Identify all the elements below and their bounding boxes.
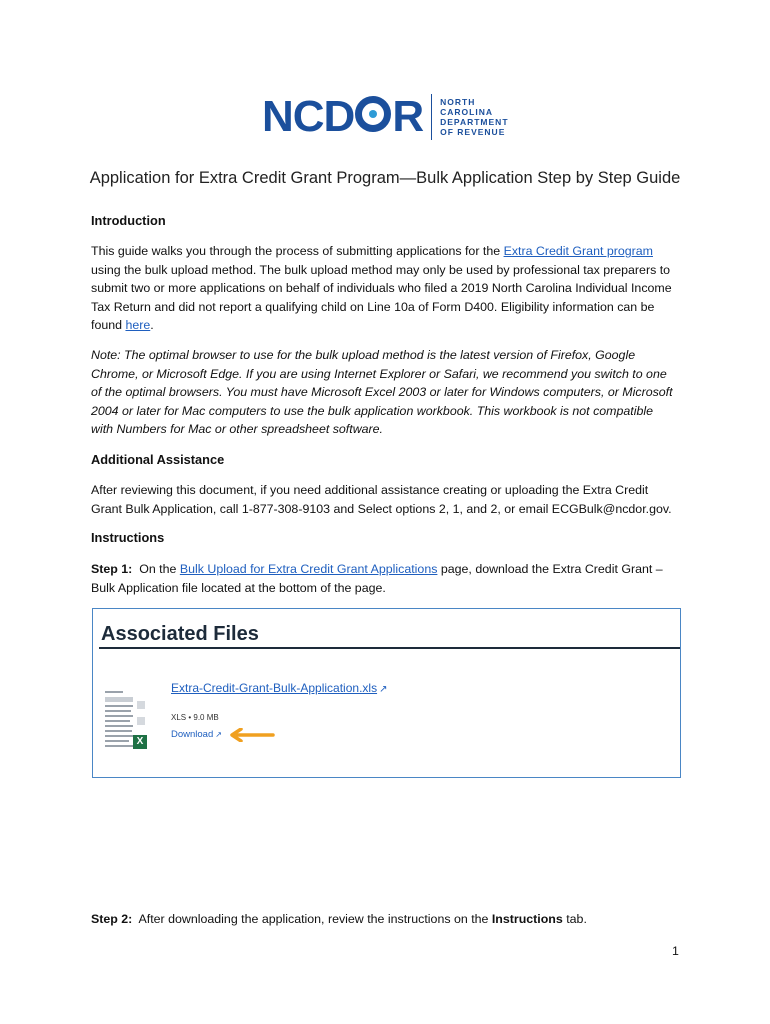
step-2-text-b: tab. bbox=[562, 912, 587, 926]
instructions-heading: Instructions bbox=[91, 530, 165, 545]
step-1-label: Step 1: bbox=[91, 562, 133, 576]
intro-text-1: This guide walks you through the process of submitting applications for the bbox=[91, 244, 504, 258]
additional-assistance-heading: Additional Assistance bbox=[91, 452, 225, 467]
excel-file-icon: X bbox=[133, 735, 147, 749]
bulk-upload-page-link[interactable]: Bulk Upload for Extra Credit Grant Applications bbox=[179, 562, 438, 576]
step-2-text-a: After downloading the application, review the instructions on the bbox=[132, 912, 492, 926]
spreadsheet-thumbnail-icon bbox=[105, 691, 135, 747]
logo-line-1: NORTH bbox=[440, 97, 476, 107]
ncdor-logo bbox=[262, 92, 509, 142]
step-2-paragraph bbox=[91, 910, 681, 929]
file-name: Extra-Credit-Grant-Bulk-Application.xls bbox=[171, 681, 378, 695]
step-2-label: Step 2: bbox=[91, 912, 133, 926]
logo-line-2: CAROLINA bbox=[440, 107, 493, 117]
file-meta: XLS • 9.0 MB bbox=[171, 713, 219, 722]
assistance-paragraph: After reviewing this document, if you need additional assistance creating or uploading the Extra Credit Grant Bulk Application, call 1-877-308-9103 and Select options 2, 1, and 2, or email ECGBulk@ncdor.gov. bbox=[91, 483, 672, 516]
browser-note: Note: The optimal browser to use for the bulk upload method is the latest version of Firefox, Google Chrome, or Microsoft Edge. If you are using Internet Explorer or Safari, we recommend you switch to one of the optimal browsers. You must have Microsoft Excel 2003 or later for Windows computers, or Microsoft 2004 or later for Mac computers to use the bulk application workbook. This workbook is not compatible with Numbers for Mac or other spreadsheet software. bbox=[91, 348, 673, 436]
intro-text-3: . bbox=[150, 318, 154, 332]
step-1-paragraph bbox=[91, 560, 681, 597]
download-label: Download bbox=[171, 729, 214, 740]
download-link[interactable] bbox=[171, 729, 222, 740]
arrow-left-icon bbox=[229, 728, 275, 742]
logo-wordmark-nc: NCD bbox=[262, 92, 355, 141]
intro-text-2: using the bulk upload method. The bulk upload method may only be used by professional tax preparers to submit two or more applications on behalf of individuals who filed a 2019 North Carolina Individual Income Tax Return and did not report a qualifying child on Line 10a of Form D400. Eligibility information can be found bbox=[91, 262, 672, 332]
introduction-heading: Introduction bbox=[91, 213, 166, 228]
logo-o-icon bbox=[355, 96, 391, 132]
logo-wordmark-r: R bbox=[392, 92, 424, 141]
associated-files-panel bbox=[92, 608, 681, 778]
eligibility-here-link[interactable]: here bbox=[125, 318, 151, 332]
document-title: Application for Extra Credit Grant Program—Bulk Application Step by Step Guide bbox=[89, 169, 681, 187]
download-external-icon: ↗ bbox=[215, 730, 222, 739]
associated-files-rule bbox=[99, 647, 680, 649]
logo-line-4: OF REVENUE bbox=[440, 127, 506, 137]
associated-files-title: Associated Files bbox=[101, 623, 259, 645]
external-link-icon: ↗ bbox=[379, 684, 388, 695]
thumb-square-2 bbox=[137, 717, 145, 725]
step-1-text-a: On the bbox=[132, 562, 180, 576]
logo-line-3: DEPARTMENT bbox=[440, 117, 509, 127]
step-1-text-b: page, download the Extra Credit Grant – Bulk Application file located at the bottom of the page. bbox=[91, 562, 663, 595]
logo-divider bbox=[431, 94, 432, 140]
bulk-application-file-link[interactable] bbox=[171, 681, 387, 695]
extra-credit-grant-program-link[interactable]: Extra Credit Grant program bbox=[503, 244, 653, 258]
page-number: 1 bbox=[672, 944, 679, 958]
step-2-bold-instructions: Instructions bbox=[491, 912, 563, 926]
logo-text bbox=[440, 97, 508, 137]
thumb-square-1 bbox=[137, 701, 145, 709]
introduction-paragraph bbox=[91, 242, 681, 335]
